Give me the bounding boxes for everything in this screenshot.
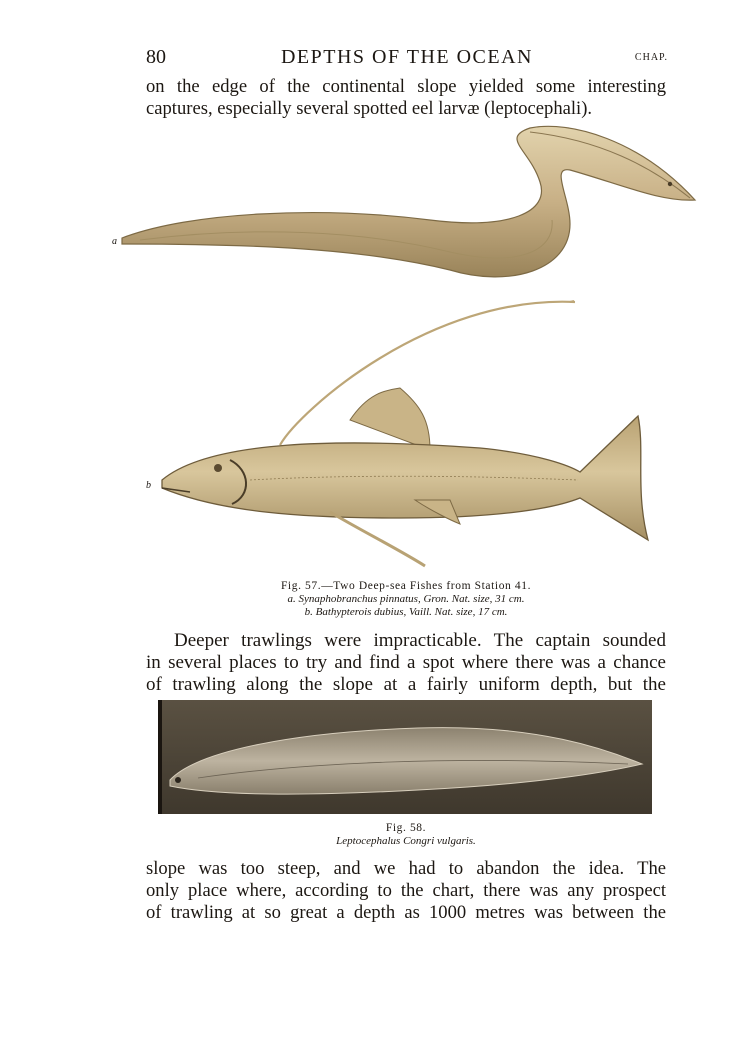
fish-bathypterois-drawing: [162, 301, 648, 566]
page-number: 80: [146, 46, 166, 68]
text-line: in several places to try and find a spot where there was a chance: [146, 652, 666, 673]
figure-58-photograph: [158, 700, 652, 814]
eel-synaphobranchus-drawing: [122, 126, 695, 277]
paragraph-2: [146, 630, 666, 696]
figure-57-caption-title: Fig. 57.—Two Deep-sea Fishes from Station 41.: [280, 580, 532, 592]
figure-57-caption: [180, 580, 632, 619]
text-line: slope was too steep, and we had to abandon the idea. The: [146, 858, 666, 879]
text-line: on the edge of the continental slope yielded some interesting: [146, 76, 666, 97]
text-line: Deeper trawlings were impracticable. The captain sounded: [174, 630, 666, 651]
text-line: of trawling at so great a depth as 1000 metres was between the: [146, 902, 666, 923]
figure-58-caption-species: Leptocephalus Congri vulgaris.: [336, 835, 476, 847]
figure-57-illustration: [100, 120, 700, 575]
figure-57-caption-a: a. Synaphobranchus pinnatus, Gron. Nat. size, 31 cm.: [287, 593, 525, 605]
paragraph-1: [146, 76, 666, 120]
text-line: only place where, according to the chart, there was any prospect: [146, 880, 666, 901]
figure-label-a: a: [112, 236, 117, 247]
running-title: DEPTHS OF THE OCEAN: [280, 46, 534, 68]
figure-58-caption: [230, 822, 582, 848]
figure-label-b: b: [146, 480, 151, 491]
text-line: of trawling along the slope at a fairly uniform depth, but the: [146, 674, 666, 695]
paragraph-3: [146, 858, 666, 924]
figure-58-caption-title: Fig. 58.: [385, 822, 427, 834]
page-header: [146, 46, 668, 72]
figure-57-caption-b: b. Bathypterois dubius, Vaill. Nat. size, 17 cm.: [304, 606, 508, 618]
text-line: captures, especially several spotted eel larvæ (leptocephali).: [146, 98, 593, 119]
chapter-abbrev: CHAP.: [634, 52, 668, 63]
